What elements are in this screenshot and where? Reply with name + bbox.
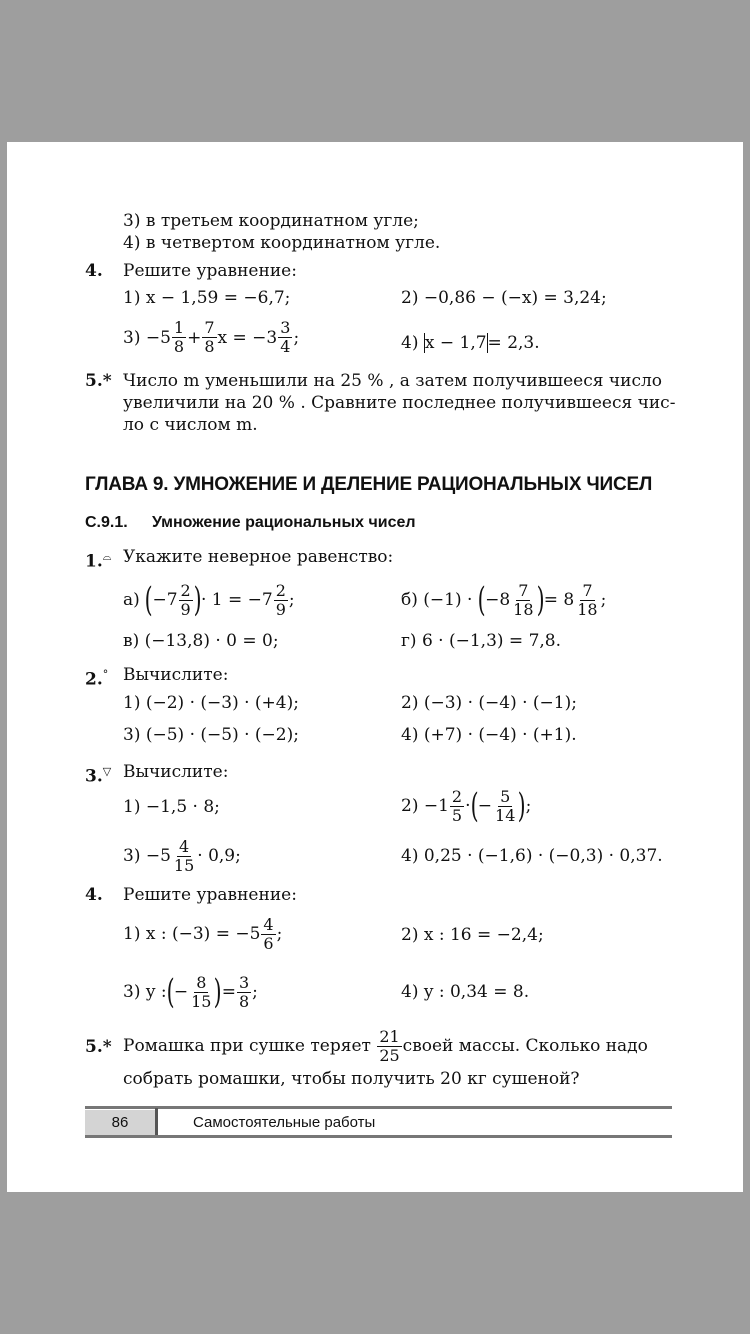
task-3-prompt: Вычислите: xyxy=(123,762,229,782)
fraction: $\frac{7}{18}$ xyxy=(513,580,534,619)
task-2-item-3: 3) (−5) · (−5) · (−2); xyxy=(123,725,299,745)
task-5-number: 5.* xyxy=(85,1037,112,1057)
fraction: $\frac{2}{9}$ xyxy=(275,580,286,619)
footer-top-rule xyxy=(85,1106,672,1109)
task-4-item-3: 3) y : ( − $\frac{8}{15}$ ) = $\frac{3}{8}$ ; xyxy=(123,972,258,1012)
fraction: $\frac{4}{6}$ xyxy=(263,914,274,953)
task-1-option-b: б) (−1) · ( −8 $\frac{7}{18}$ ) = 8 $\frac{7}{18}$ ; xyxy=(401,580,607,620)
prev-task-4-prompt: Решите уравнение: xyxy=(123,261,297,281)
prev-task-5-line-2: увеличили на 20 % . Сравните последнее получившееся чис- xyxy=(123,393,676,413)
prev-task-4-item-3: 3) −5 $\frac{1}{8}$ + $\frac{7}{8}$ x = −3 $\frac{3}{4}$ ; xyxy=(123,318,300,356)
task-5-line-1: Ромашка при сушке теряет $\frac{21}{25}$ своей массы. Сколько надо xyxy=(123,1026,648,1065)
fraction: $\frac{3}{8}$ xyxy=(238,972,250,1011)
task-3-item-4: 4) 0,25 · (−1,6) · (−0,3) · 0,37. xyxy=(401,846,663,866)
task-3-item-3: 3) −5 $\frac{4}{15}$ · 0,9; xyxy=(123,836,241,875)
prev-task-5-number: 5.* xyxy=(85,371,112,391)
fraction: $\frac{5}{14}$ xyxy=(495,786,516,825)
task-1-number: 1.⌓ xyxy=(85,550,112,572)
task-4-number: 4. xyxy=(85,885,103,905)
fraction: $\frac{4}{15}$ xyxy=(173,836,195,875)
task-2-item-2: 2) (−3) · (−4) · (−1); xyxy=(401,693,577,713)
fraction: $\frac{21}{25}$ xyxy=(379,1026,400,1065)
task-3-item-2: 2) −1 $\frac{2}{5}$ · ( − $\frac{5}{14}$ ) ; xyxy=(401,786,532,826)
footer-title: Самостоятельные работы xyxy=(193,1114,376,1131)
prev-task-4-number: 4. xyxy=(85,261,103,281)
task-4-prompt: Решите уравнение: xyxy=(123,885,297,905)
prev-task-4-item-1: 1) x − 1,59 = −6,7; xyxy=(123,288,291,308)
page-number: 86 xyxy=(85,1110,155,1135)
section-title: Умножение рациональных чисел xyxy=(152,514,416,531)
fraction: $\frac{7}{18}$ xyxy=(577,580,598,619)
footer-separator xyxy=(155,1108,158,1136)
fraction: $\frac{2}{5}$ xyxy=(451,786,463,825)
task-2-item-4: 4) (+7) · (−4) · (+1). xyxy=(401,725,577,745)
section-code: С.9.1. xyxy=(85,514,128,531)
prev-task-4-item-2: 2) −0,86 − (−x) = 3,24; xyxy=(401,288,607,308)
task-2-item-1: 1) (−2) · (−3) · (+4); xyxy=(123,693,299,713)
task-1-option-v: в) (−13,8) · 0 = 0; xyxy=(123,631,279,651)
task-4-item-4: 4) y : 0,34 = 8. xyxy=(401,982,530,1002)
task-1-prompt: Укажите неверное равенство: xyxy=(123,547,394,567)
difficulty-mark-icon: ° xyxy=(102,668,109,681)
chapter-title: ГЛАВА 9. УМНОЖЕНИЕ И ДЕЛЕНИЕ РАЦИОНАЛЬНЫХ ЧИСЕЛ xyxy=(85,474,653,495)
fraction: $\frac{8}{15}$ xyxy=(191,972,212,1011)
task-3-number: 3.▽ xyxy=(85,765,112,787)
task-3-item-1: 1) −1,5 · 8; xyxy=(123,797,220,817)
prev-task-4-item-4: 4) x − 1,7 = 2,3. xyxy=(401,333,540,353)
fraction: $\frac{7}{8}$ xyxy=(204,318,215,356)
task-4-item-1: 1) x : (−3) = −5 $\frac{4}{6}$ ; xyxy=(123,914,283,953)
prev-task-5-line-3: ло с числом m. xyxy=(123,415,258,435)
task-2-number: 2.° xyxy=(85,668,109,690)
task-4-item-2: 2) x : 16 = −2,4; xyxy=(401,925,544,945)
difficulty-mark-icon: ▽ xyxy=(102,765,112,778)
task-5-line-2: собрать ромашки, чтобы получить 20 кг сушеной? xyxy=(123,1069,580,1089)
prev-option-4: 4) в четвертом координатном угле. xyxy=(123,233,441,253)
task-1-option-g: г) 6 · (−1,3) = 7,8. xyxy=(401,631,562,651)
fraction: $\frac{3}{4}$ xyxy=(280,318,291,356)
fraction: $\frac{2}{9}$ xyxy=(180,580,191,619)
prev-option-3: 3) в третьем координатном угле; xyxy=(123,211,419,231)
footer-bottom-rule xyxy=(85,1135,672,1138)
difficulty-mark-icon: ⌓ xyxy=(102,550,112,563)
prev-task-5-line-1: Число m уменьшили на 25 % , а затем получившееся число xyxy=(123,371,663,391)
task-1-option-a: а) ( −7 $\frac{2}{9}$ ) · 1 = −7 $\frac{2}{9}$ ; xyxy=(123,580,295,620)
textbook-page xyxy=(7,142,743,1192)
task-2-prompt: Вычислите: xyxy=(123,665,229,685)
fraction: $\frac{1}{8}$ xyxy=(173,318,185,356)
